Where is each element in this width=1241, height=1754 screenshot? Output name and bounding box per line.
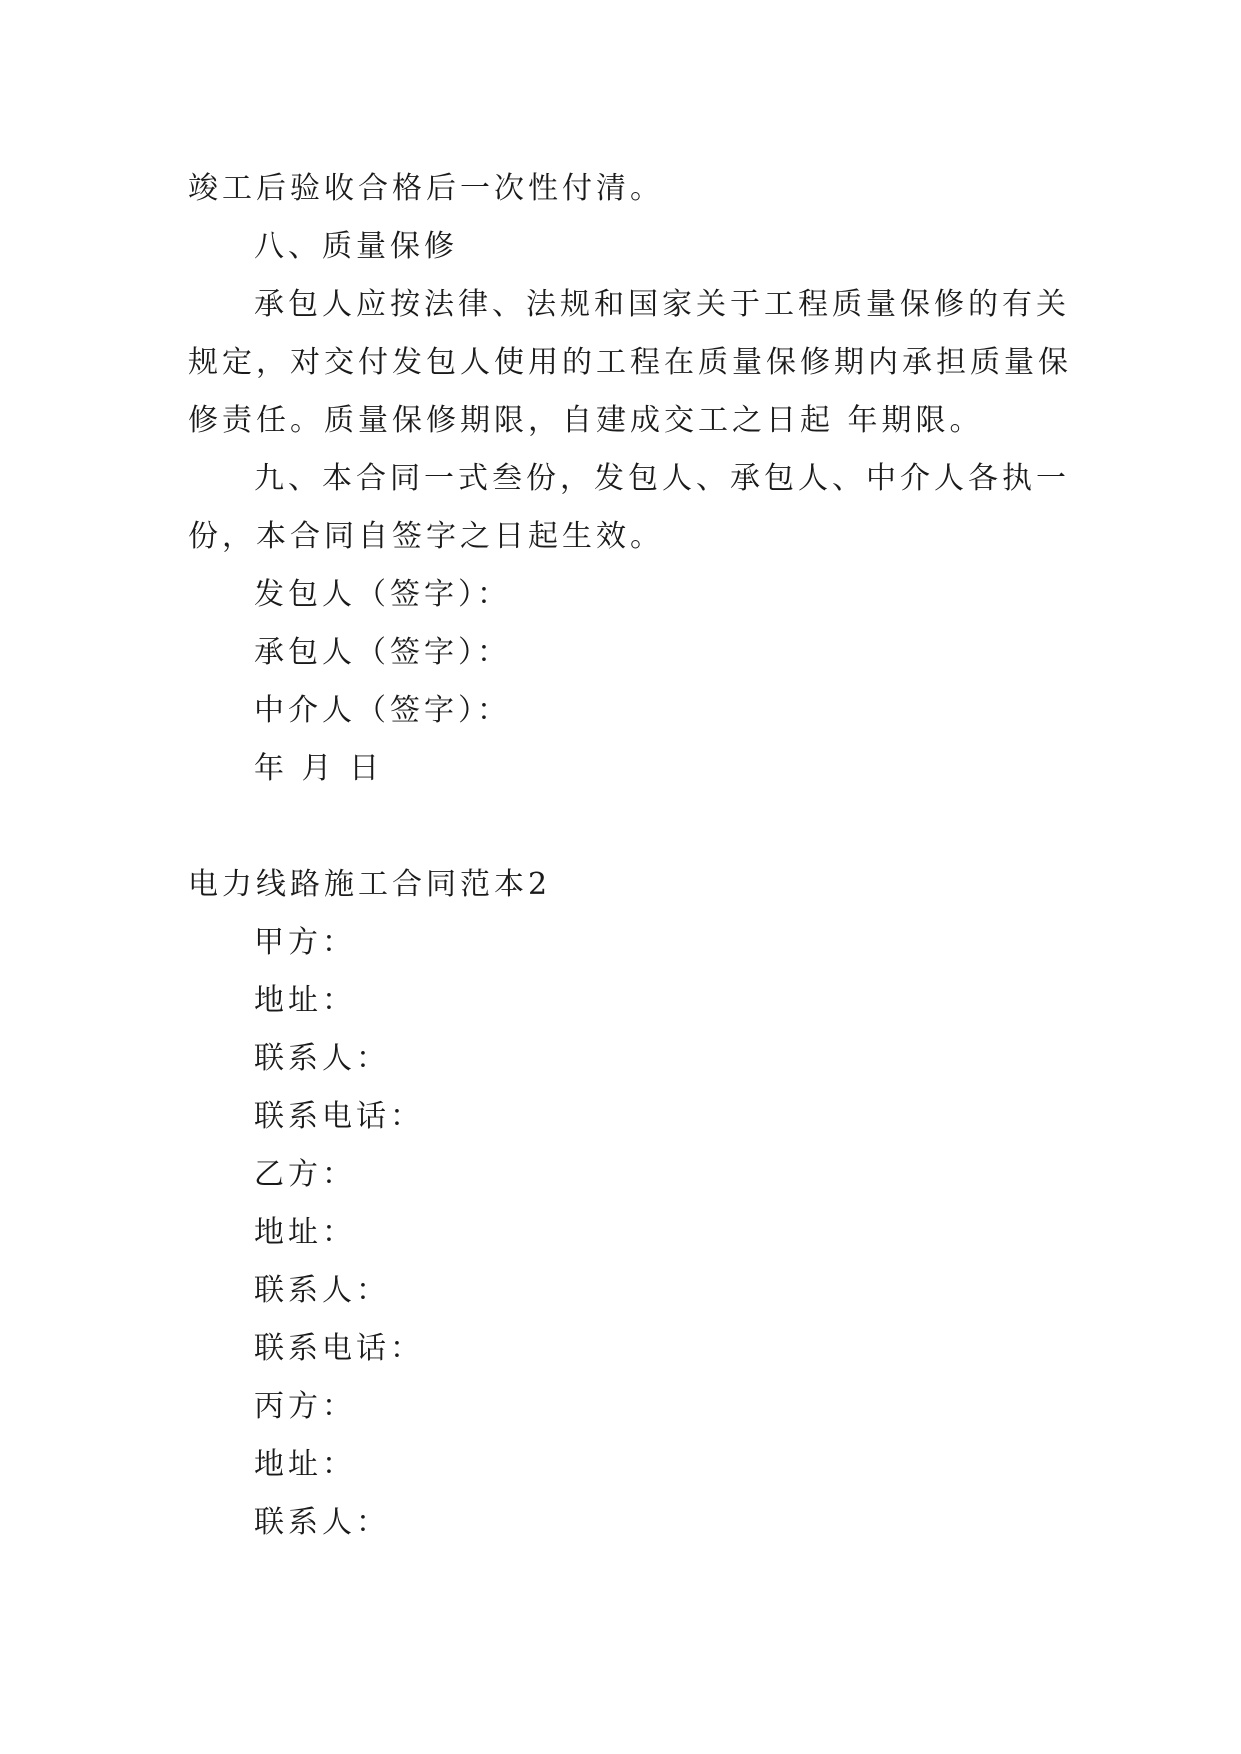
document-page <box>188 160 1072 1552</box>
contract-title: 电力线路施工合同范本2 <box>188 867 552 902</box>
paragraph-line: 竣工后验收合格后一次性付清。 <box>188 171 664 206</box>
address-label: 地址： <box>254 983 356 1018</box>
party-c-label: 丙方： <box>254 1389 356 1424</box>
contact-phone-label: 联系电话： <box>254 1099 424 1134</box>
contact-person-label: 联系人： <box>254 1041 390 1076</box>
signature-contractor: 承包人（签字）： <box>254 635 511 670</box>
signature-intermediary: 中介人（签字）： <box>254 693 511 728</box>
paragraph-line: 承包人应按法律、法规和国家关于工程质量保修的有关 <box>254 287 1070 322</box>
date-line: 年 月 日 <box>254 751 384 786</box>
paragraph-line: 九、本合同一式叁份，发包人、承包人、中介人各执一 <box>254 461 1070 496</box>
address-label: 地址： <box>254 1215 356 1250</box>
paragraph-line: 份，本合同自签字之日起生效。 <box>188 519 664 554</box>
contact-phone-label: 联系电话： <box>254 1331 424 1366</box>
signature-employer: 发包人（签字）： <box>254 577 511 612</box>
party-a-label: 甲方： <box>254 925 356 960</box>
party-b-label: 乙方： <box>254 1157 356 1192</box>
contact-person-label: 联系人： <box>254 1505 390 1540</box>
section-heading-quality-warranty: 八、质量保修 <box>254 229 458 264</box>
spacer <box>188 798 1058 856</box>
paragraph-line: 规定，对交付发包人使用的工程在质量保修期内承担质量保 <box>188 345 1072 380</box>
paragraph-line: 修责任。质量保修期限，自建成交工之日起 年期限。 <box>188 403 984 438</box>
address-label: 地址： <box>254 1447 356 1482</box>
contact-person-label: 联系人： <box>254 1273 390 1308</box>
